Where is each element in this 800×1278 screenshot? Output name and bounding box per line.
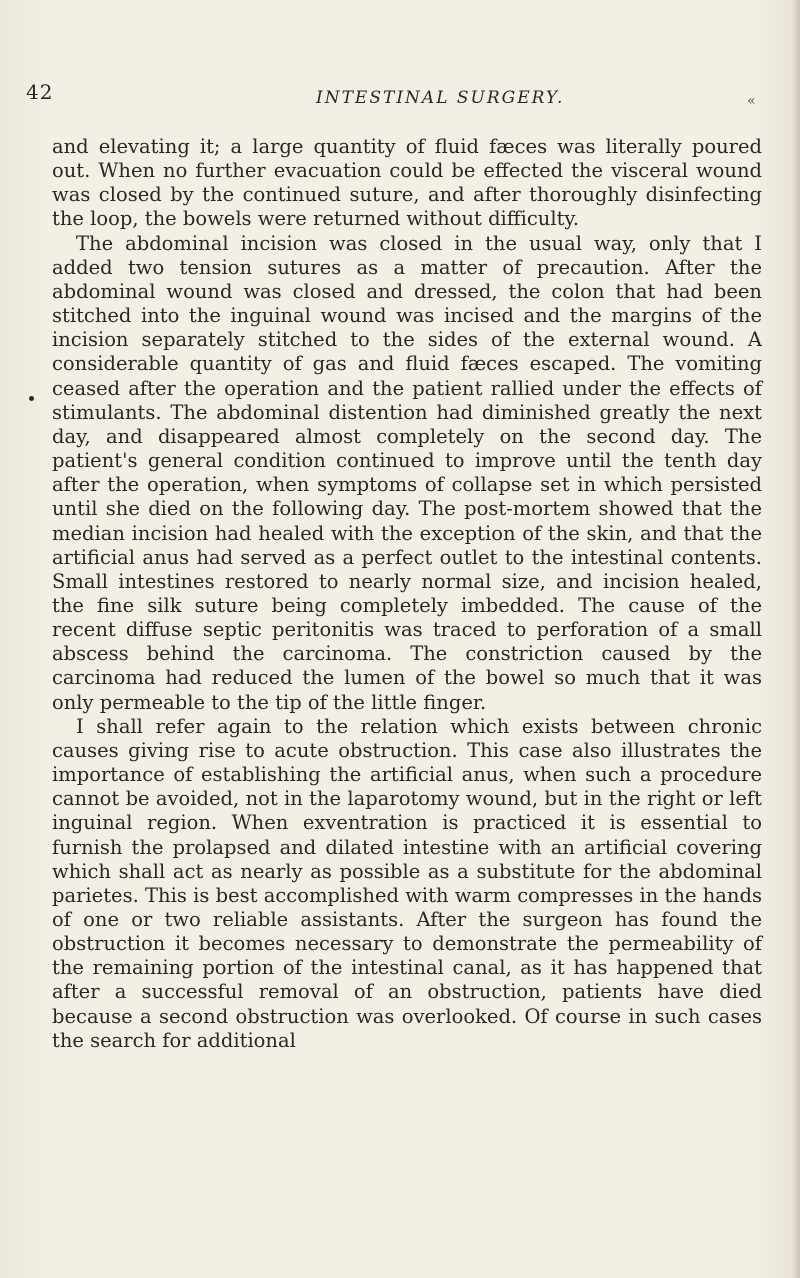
margin-mark: « xyxy=(747,93,756,109)
body-text xyxy=(52,135,762,1053)
paragraph-3: I shall refer again to the relation which exists between chronic causes giving rise to acute obstruction. This case also illustrates the importance of establishing the artificial anus, when such a procedure cannot be avoided, not in the laparotomy wound, but in the right or left inguinal region. When exventration is practiced it is essential to furnish the prolapsed and dilated intestine with an artificial covering which shall act as nearly as possible as a substitute for the abdominal parietes. This is best accomplished with warm compresses in the hands of one or two reliable assistants. After the surgeon has found the obstruction it becomes necessary to demonstrate the permeability of the remaining portion of the intestinal canal, as it has happened that after a successful removal of an obstruction, patients have died because a second obstruction was overlooked. Of course in such cases the search for additional xyxy=(52,714,762,1052)
margin-dot xyxy=(29,396,34,401)
page-edge-shadow xyxy=(792,0,800,1278)
running-head: INTESTINAL SURGERY. xyxy=(316,88,565,108)
page-number: 42 xyxy=(26,80,54,104)
page-header xyxy=(0,0,800,130)
paragraph-2: The abdominal incision was closed in the usual way, only that I added two tension sutures as a matter of precaution. After the abdominal wound was closed and dressed, the colon that had been stitched into the inguinal wound was incised and the margins of the incision separately stitched to the sides of the external wound. A considerable quantity of gas and fluid fæces escaped. The vomiting ceased after the operation and the patient rallied under the effects of stimulants. The abdominal distention had diminished greatly the next day, and disappeared almost completely on the second day. The patient's general condition continued to improve until the tenth day after the operation, when symptoms of collapse set in which persisted until she died on the following day. The post-mortem showed that the median incision had healed with the exception of the skin, and that the artificial anus had served as a perfect outlet to the intestinal contents. Small intestines restored to nearly normal size, and incision healed, the fine silk suture being completely imbedded. The cause of the recent diffuse septic peritonitis was traced to perforation of a small abscess behind the carcinoma. The constriction caused by the carcinoma had reduced the lumen of the bowel so much that it was only permeable to the tip of the little finger. xyxy=(52,231,762,714)
paragraph-1: and elevating it; a large quantity of fluid fæces was literally poured out. When no further evacuation could be effected the visceral wound was closed by the continued suture, and after thoroughly disinfecting the loop, the bowels were returned without difficulty. xyxy=(52,135,762,231)
